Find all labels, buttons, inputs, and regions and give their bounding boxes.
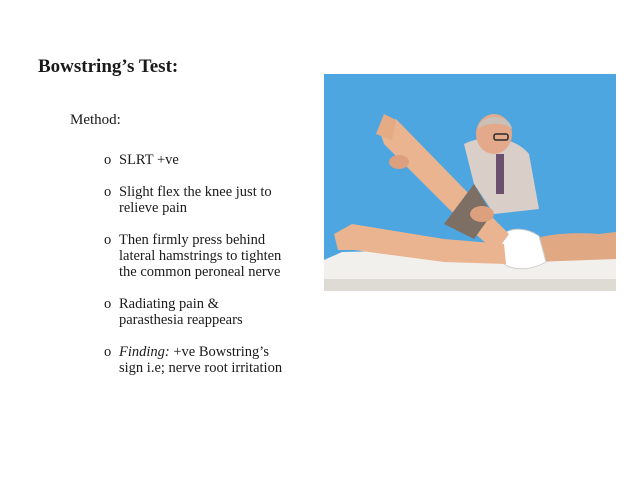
couch-edge: [324, 279, 616, 291]
finding-text: +ve Bowstring’s: [169, 344, 269, 360]
examiner-hand: [470, 206, 494, 222]
bullet-marker: o: [104, 344, 112, 360]
bullet-marker: o: [104, 184, 112, 200]
method-steps-list: [104, 152, 314, 392]
bullet-text: sign i.e; nerve root irritation: [119, 360, 283, 376]
list-item: [104, 232, 314, 280]
bullet-text: the common peroneal nerve: [119, 264, 281, 280]
bullet-text: Radiating pain &: [119, 296, 219, 312]
method-label: Method:: [70, 112, 121, 128]
bullet-text: lateral hamstrings to tighten: [119, 248, 282, 264]
bullet-marker: o: [104, 296, 112, 312]
bullet-text: Then firmly press behind: [119, 232, 266, 248]
bowstring-test-photo: [324, 74, 616, 291]
bullet-text: SLRT +ve: [119, 152, 179, 168]
bullet-text: relieve pain: [119, 200, 188, 216]
list-item: [104, 296, 314, 328]
bullet-marker: o: [104, 152, 112, 168]
bullet-marker: o: [104, 232, 112, 248]
bullet-text: [119, 344, 314, 360]
list-item: [104, 344, 314, 376]
list-item: [104, 152, 314, 168]
finding-label: Finding:: [119, 344, 170, 360]
examiner-tie: [496, 154, 504, 194]
bullet-text: Slight flex the knee just to: [119, 184, 272, 200]
examiner-upper-hand: [389, 155, 409, 169]
bullet-text: parasthesia reappears: [119, 312, 243, 328]
slide-title: Bowstring’s Test:: [38, 56, 179, 77]
list-item: [104, 184, 314, 216]
